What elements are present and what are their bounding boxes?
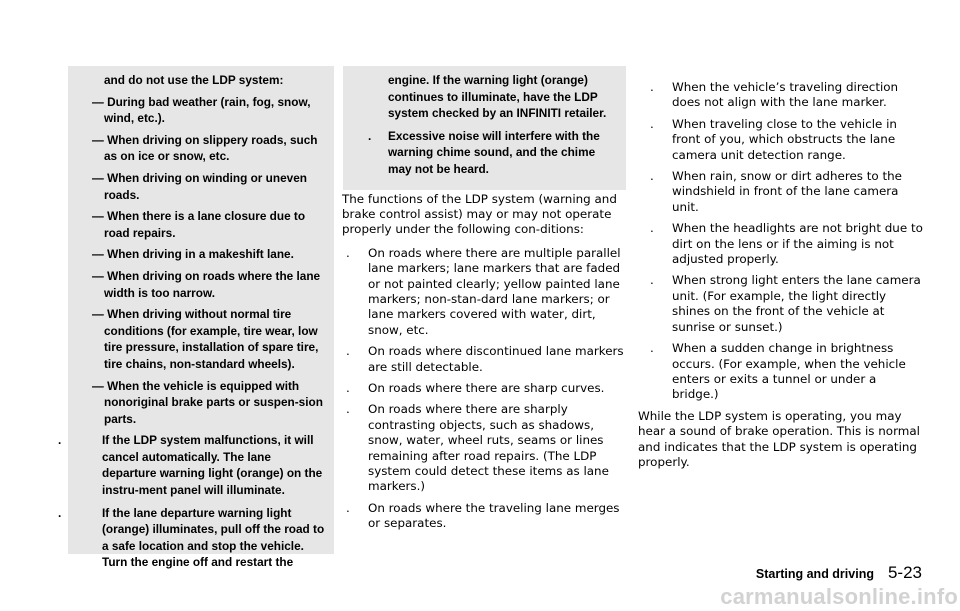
bullet-text: Excessive noise will interfere with the warning chime sound, and the chime may not be heard. [388,128,600,176]
condition-item: — When driving in a makeshift lane. [92,247,294,262]
column-1 [58,72,325,577]
condition-bullet [342,246,628,338]
bullet-mark: . [58,505,62,520]
bullet-mark: . [346,245,350,260]
bullet-mark: . [58,433,62,448]
bullet-text: On roads where there are multiple parallel lane markers; lane markers that are faded or not painted clearly; yellow painted lane markers; non-stan-dard lane markers; or lane markers covered with water, dirt, snow, etc. [368,245,621,337]
condition-item: — When driving without normal tire conditions (for example, tire wear, low tire pressure, installation of spare tire, tire chains, non-standard wheels). [92,307,319,371]
bullet-mark: . [346,381,350,396]
condition-item: — During bad weather (rain, fog, snow, wind, etc.). [92,94,311,126]
bullet-text: On roads where there are sharply contrasting objects, such as shadows, snow, water, wheel ruts, seams or lines remaining after road repairs. (The LDP system could detect these items as lane markers.) [368,402,609,494]
bullet-mark: . [650,221,654,236]
bullet-text: If the lane departure warning light (orange) illuminates, pull off the road to a safe location and stop the vehicle. Turn the engine off and restart the [102,505,325,570]
bullet-text: On roads where the traveling lane merges or separates. [368,500,620,531]
bullet-text: On roads where discontinued lane markers are still detectable. [368,344,624,374]
bullet-mark: . [650,80,654,94]
caution-bullet [58,505,325,571]
column-2 [342,72,624,538]
watermark-text: carmanualsonline.info [720,584,958,609]
column-3 [638,80,924,478]
bullet-text: When the headlights are not bright due to dirt on the lens or if the aiming is not adjusted properly. [672,221,923,267]
bullet-text: When strong light enters the lane camera unit. (For example, the light directly shines on the front of the vehicle at sunrise or sunset.) [672,273,921,334]
condition-item: — When driving on winding or uneven roads. [92,170,307,202]
condition-bullet [342,344,628,375]
bullet-mark: . [650,169,654,184]
caution-bullet [58,432,325,498]
condition-item: — When there is a lane closure due to road repairs. [92,209,306,240]
condition-item: — When driving on slippery roads, such as on ice or snow, etc. [92,132,318,164]
condition-bullet [342,501,628,532]
section-name: Starting and driving [755,567,874,581]
caution-lead: and do not use the LDP system: [104,73,284,87]
condition-bullet [342,381,628,396]
condition-item: — When driving on roads where the lane width is too narrow. [92,268,321,300]
closing-paragraph: While the LDP system is operating, you may hear a sound of brake operation. This is normal and indicates that the LDP system is operating properly. [638,408,920,469]
page-footer [756,563,922,583]
bullet-mark: . [650,341,654,356]
condition-bullet [646,341,924,403]
bullet-text: When traveling close to the vehicle in front of you, which obstructs the lane camera unit detection range. [672,116,897,162]
condition-bullet [646,169,924,215]
condition-bullet [646,117,924,163]
condition-bullet [646,221,924,267]
caution-continuation: engine. If the warning light (orange) continues to illuminate, have the LDP system checked by an INFINITI retailer. [388,73,607,121]
bullet-mark: . [650,273,654,288]
condition-bullet [342,402,628,494]
condition-item: — When the vehicle is equipped with nonoriginal brake parts or suspen-sion parts. [92,378,323,426]
bullet-mark: . [368,128,372,143]
bullet-text: If the LDP system malfunctions, it will cancel automatically. The lane departure warning light (orange) on the instru-ment panel will illuminate. [102,433,323,498]
bullet-text: On roads where there are sharp curves. [368,381,605,396]
bullet-text: When a sudden change in brightness occurs. (For example, when the vehicle enters or exits a tunnel or under a bridge.) [672,341,906,402]
bullet-text: When the vehicle’s traveling direction does not align with the lane marker. [672,80,899,110]
bullet-mark: . [346,500,350,515]
bullet-mark: . [346,344,350,359]
bullet-mark: . [346,402,350,417]
page-number: 5-23 [887,563,922,582]
bullet-mark: . [650,116,654,131]
condition-bullet [646,273,924,335]
condition-bullet [646,80,924,111]
bullet-text: When rain, snow or dirt adheres to the windshield in front of the lane camera unit. [672,169,902,214]
caution-bullet [356,128,622,178]
conditions-intro: The functions of the LDP system (warning and brake control assist) may or may not operate properly under the following con-ditions: [342,191,617,237]
